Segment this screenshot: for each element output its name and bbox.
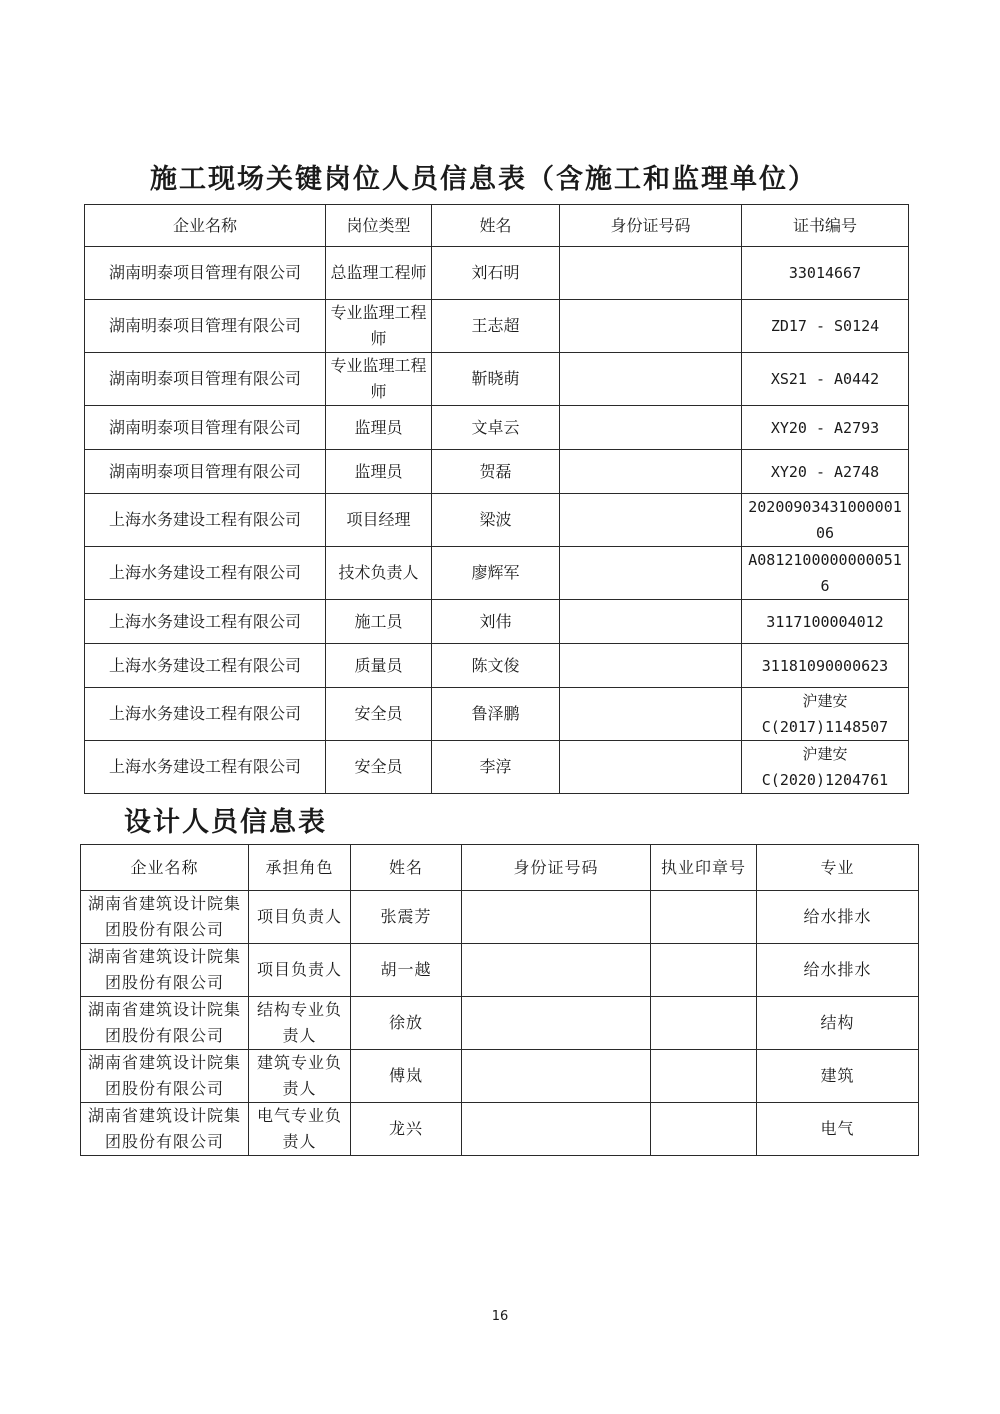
cell-seal-number xyxy=(651,997,757,1050)
cell-id-number xyxy=(560,688,742,741)
cell-specialty: 建筑 xyxy=(757,1050,919,1103)
table-header-row xyxy=(85,205,909,247)
cell-id-number xyxy=(560,300,742,353)
cell-specialty: 给水排水 xyxy=(757,944,919,997)
cell-certificate: A08121000000000516 xyxy=(742,547,909,600)
header-id-number: 身份证号码 xyxy=(462,845,651,891)
table-row xyxy=(85,353,909,406)
cell-id-number xyxy=(462,1103,651,1156)
cell-certificate: 33014667 xyxy=(742,247,909,300)
cell-certificate: XS21 - A0442 xyxy=(742,353,909,406)
cell-certificate: 沪建安C(2017)1148507 xyxy=(742,688,909,741)
cell-name: 胡一越 xyxy=(351,944,462,997)
header-role: 承担角色 xyxy=(249,845,351,891)
cell-certificate: ZD17 - S0124 xyxy=(742,300,909,353)
cell-name: 陈文俊 xyxy=(432,644,560,688)
header-company: 企业名称 xyxy=(81,845,249,891)
table-row xyxy=(81,944,919,997)
cell-name: 靳晓萌 xyxy=(432,353,560,406)
cell-id-number xyxy=(462,891,651,944)
cell-certificate: XY20 - A2748 xyxy=(742,450,909,494)
table-row xyxy=(81,1103,919,1156)
cell-company: 湖南明泰项目管理有限公司 xyxy=(85,406,326,450)
cell-name: 王志超 xyxy=(432,300,560,353)
cell-id-number xyxy=(560,494,742,547)
cell-id-number xyxy=(560,547,742,600)
cell-id-number xyxy=(560,450,742,494)
table-row xyxy=(85,406,909,450)
cell-seal-number xyxy=(651,1050,757,1103)
table-row xyxy=(81,1050,919,1103)
cell-company: 湖南省建筑设计院集团股份有限公司 xyxy=(81,1103,249,1156)
cell-company: 湖南省建筑设计院集团股份有限公司 xyxy=(81,944,249,997)
cell-company: 湖南省建筑设计院集团股份有限公司 xyxy=(81,997,249,1050)
cell-certificate: 31181090000623 xyxy=(742,644,909,688)
cell-specialty: 电气 xyxy=(757,1103,919,1156)
cell-company: 湖南明泰项目管理有限公司 xyxy=(85,247,326,300)
cell-role: 结构专业负责人 xyxy=(249,997,351,1050)
cell-position: 监理员 xyxy=(326,406,432,450)
cell-company: 湖南省建筑设计院集团股份有限公司 xyxy=(81,1050,249,1103)
cell-specialty: 给水排水 xyxy=(757,891,919,944)
cell-id-number xyxy=(560,600,742,644)
cell-id-number xyxy=(462,997,651,1050)
table-row xyxy=(81,997,919,1050)
cell-company: 上海水务建设工程有限公司 xyxy=(85,547,326,600)
cell-name: 龙兴 xyxy=(351,1103,462,1156)
cell-company: 上海水务建设工程有限公司 xyxy=(85,688,326,741)
cell-specialty: 结构 xyxy=(757,997,919,1050)
cell-position: 安全员 xyxy=(326,688,432,741)
table-row xyxy=(85,300,909,353)
cell-id-number xyxy=(560,247,742,300)
construction-personnel-table xyxy=(84,204,909,794)
cell-company: 湖南省建筑设计院集团股份有限公司 xyxy=(81,891,249,944)
cell-role: 项目负责人 xyxy=(249,891,351,944)
cell-position: 施工员 xyxy=(326,600,432,644)
cell-name: 文卓云 xyxy=(432,406,560,450)
cell-name: 李淳 xyxy=(432,741,560,794)
cell-certificate: 2020090343100000106 xyxy=(742,494,909,547)
cell-name: 刘伟 xyxy=(432,600,560,644)
cell-company: 上海水务建设工程有限公司 xyxy=(85,644,326,688)
cell-position: 安全员 xyxy=(326,741,432,794)
cell-name: 刘石明 xyxy=(432,247,560,300)
header-certificate: 证书编号 xyxy=(742,205,909,247)
table-row xyxy=(85,547,909,600)
table-row xyxy=(81,891,919,944)
cell-role: 电气专业负责人 xyxy=(249,1103,351,1156)
table-row xyxy=(85,450,909,494)
cell-certificate: 3117100004012 xyxy=(742,600,909,644)
header-seal-number: 执业印章号 xyxy=(651,845,757,891)
cell-name: 廖辉军 xyxy=(432,547,560,600)
cell-company: 上海水务建设工程有限公司 xyxy=(85,741,326,794)
cell-company: 上海水务建设工程有限公司 xyxy=(85,494,326,547)
cell-id-number xyxy=(560,353,742,406)
cell-name: 张震芳 xyxy=(351,891,462,944)
cell-seal-number xyxy=(651,944,757,997)
construction-table-title: 施工现场关键岗位人员信息表（含施工和监理单位） xyxy=(150,164,817,195)
cell-name: 贺磊 xyxy=(432,450,560,494)
cell-seal-number xyxy=(651,1103,757,1156)
design-table-title: 设计人员信息表 xyxy=(124,807,327,838)
cell-position: 项目经理 xyxy=(326,494,432,547)
cell-company: 湖南明泰项目管理有限公司 xyxy=(85,353,326,406)
cell-id-number xyxy=(462,1050,651,1103)
header-name: 姓名 xyxy=(351,845,462,891)
cell-name: 徐放 xyxy=(351,997,462,1050)
cell-company: 湖南明泰项目管理有限公司 xyxy=(85,300,326,353)
cell-certificate: XY20 - A2793 xyxy=(742,406,909,450)
table-header-row xyxy=(81,845,919,891)
cell-position: 专业监理工程师 xyxy=(326,353,432,406)
cell-certificate: 沪建安C(2020)1204761 xyxy=(742,741,909,794)
cell-position: 专业监理工程师 xyxy=(326,300,432,353)
cell-name: 傅岚 xyxy=(351,1050,462,1103)
cell-position: 监理员 xyxy=(326,450,432,494)
header-name: 姓名 xyxy=(432,205,560,247)
cell-seal-number xyxy=(651,891,757,944)
cell-position: 质量员 xyxy=(326,644,432,688)
cell-id-number xyxy=(560,644,742,688)
table-row xyxy=(85,247,909,300)
design-personnel-table xyxy=(80,844,919,1156)
table-row xyxy=(85,688,909,741)
cell-id-number xyxy=(560,741,742,794)
cell-company: 湖南明泰项目管理有限公司 xyxy=(85,450,326,494)
header-position: 岗位类型 xyxy=(326,205,432,247)
cell-id-number xyxy=(462,944,651,997)
header-id-number: 身份证号码 xyxy=(560,205,742,247)
cell-name: 梁波 xyxy=(432,494,560,547)
table-row xyxy=(85,741,909,794)
table-row xyxy=(85,600,909,644)
cell-role: 建筑专业负责人 xyxy=(249,1050,351,1103)
cell-name: 鲁泽鹏 xyxy=(432,688,560,741)
cell-company: 上海水务建设工程有限公司 xyxy=(85,600,326,644)
header-specialty: 专业 xyxy=(757,845,919,891)
page-number: 16 xyxy=(491,1309,509,1324)
cell-position: 技术负责人 xyxy=(326,547,432,600)
cell-position: 总监理工程师 xyxy=(326,247,432,300)
cell-id-number xyxy=(560,406,742,450)
header-company: 企业名称 xyxy=(85,205,326,247)
cell-role: 项目负责人 xyxy=(249,944,351,997)
table-row xyxy=(85,644,909,688)
table-row xyxy=(85,494,909,547)
